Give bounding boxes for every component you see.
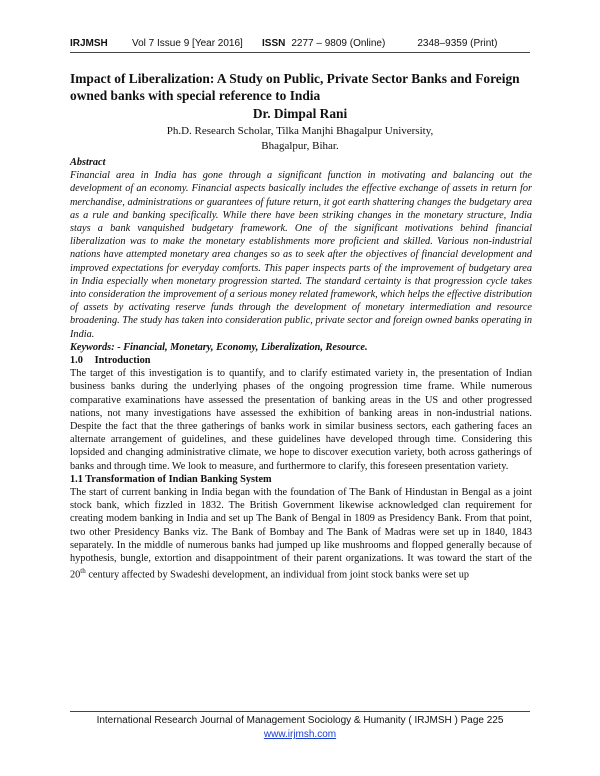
issn-print: 2348–9359 (Print) — [417, 38, 498, 49]
affiliation-line-1: Ph.D. Research Scholar, Tilka Manjhi Bhagalpur University, — [166, 125, 434, 137]
author-affiliation — [0, 124, 600, 154]
keywords: Keywords: - Financial, Monetary, Economy, Liberalization, Resource. — [70, 341, 368, 353]
superscript-th: th — [80, 567, 86, 576]
issn-online: 2277 – 9809 (Online) — [291, 38, 386, 49]
header-divider — [70, 52, 530, 53]
running-header — [70, 38, 530, 49]
abstract-heading: Abstract — [70, 157, 106, 168]
transformation-text-part-1: The start of current banking in India began with the foundation of The Bank of Hindustan in Bengal as a joint stock bank, which fizzled in 1832. The British Government likewise acknowledged clan requirement for creating modem banking in India and set up The Bank of Bengal in 1809 as Presidency Bank. From that point, two other Presidency Banks viz. The Bank of Bombay and The Bank of Madras were set up in 1840, 1843 separately. In the middle of numerous banks had jumped up like mushrooms and flopped generally because of hypothesis, bungle, extortion and disappointment of their parent organizations. It was toward the start of the 20 — [70, 487, 532, 581]
running-footer: International Research Journal of Management Sociology & Humanity ( IRJMSH ) Page 225 — [96, 715, 504, 726]
section-number: 1.0 — [70, 355, 83, 367]
transformation-paragraph — [70, 486, 532, 582]
footer-divider — [70, 711, 530, 712]
issn-label: ISSN — [262, 38, 286, 49]
paper-body — [70, 156, 532, 582]
paper-title: Impact of Liberalization: A Study on Public, Private Sector Banks and Foreign owned banks with special reference to India — [70, 71, 520, 103]
abstract-text: Financial area in India has gone through a significant function in motivating and balancing out the development of an economy. Financial aspects basically includes the effective exchange of assets in return for merchandise, administrations or guarantees of future return, it got earth shattering changes the budgetary area as a rule and banking specifically. While there have been striking changes in the monetary structure, India stays a bank vanquished budgetary framework. One of the significant motivations behind financial liberalization was to make the monetary establishments more proficient and skilled. Various non-industrial nations have attempted monetary area changes so as to seek after the objectives of financial development and improved expectations for everyday comforts. This paper inspects parts of the improvement of budgetary area in India especially when monetary progression started. The standard certainty is that progression cycle takes into consideration the improvement of a serious money related framework, which helps the effective distribution of assets by activating reserve funds through the development of monetary intermediation and resource broadening. The study has taken into consideration public, private sector and foreign owned banks operating in India. — [70, 170, 532, 340]
introduction-paragraph: The target of this investigation is to quantify, and to clarify estimated variety in, the presentation of Indian business banks during the underlying phases of the ongoing progression time frame. While numerous comparative examinations have assessed the presentation of banking areas in the US and other progressed nations, not many investigations have assessed the exhibition of banking areas in non-industrial nations. Despite the fact that the three gatherings of banks work in similar business sectors, each gathering faces an alternate arrangement of guidelines, and these guidelines have developed through time. Considering this lopsided and changing administrative climate, we hope to discover execution variety, both across gatherings of banks and through time. We look to measure, and furthermore to clarify, this foreseen presentation variety. — [70, 368, 532, 472]
journal-website-link[interactable]: www.irjmsh.com — [263, 729, 337, 740]
author-name: Dr. Dimpal Rani — [252, 106, 348, 121]
transformation-text-part-2: century affected by Swadeshi development, an individual from joint stock banks were set up — [85, 569, 470, 581]
affiliation-line-2: Bhagalpur, Bihar. — [261, 140, 339, 152]
section-heading-transformation: 1.1 Transformation of Indian Banking System — [70, 473, 272, 485]
volume-issue: Vol 7 Issue 9 [Year 2016] — [132, 38, 243, 49]
section-heading-introduction — [70, 354, 532, 367]
journal-abbrev: IRJMSH — [70, 38, 108, 49]
section-title: Introduction — [94, 355, 151, 367]
